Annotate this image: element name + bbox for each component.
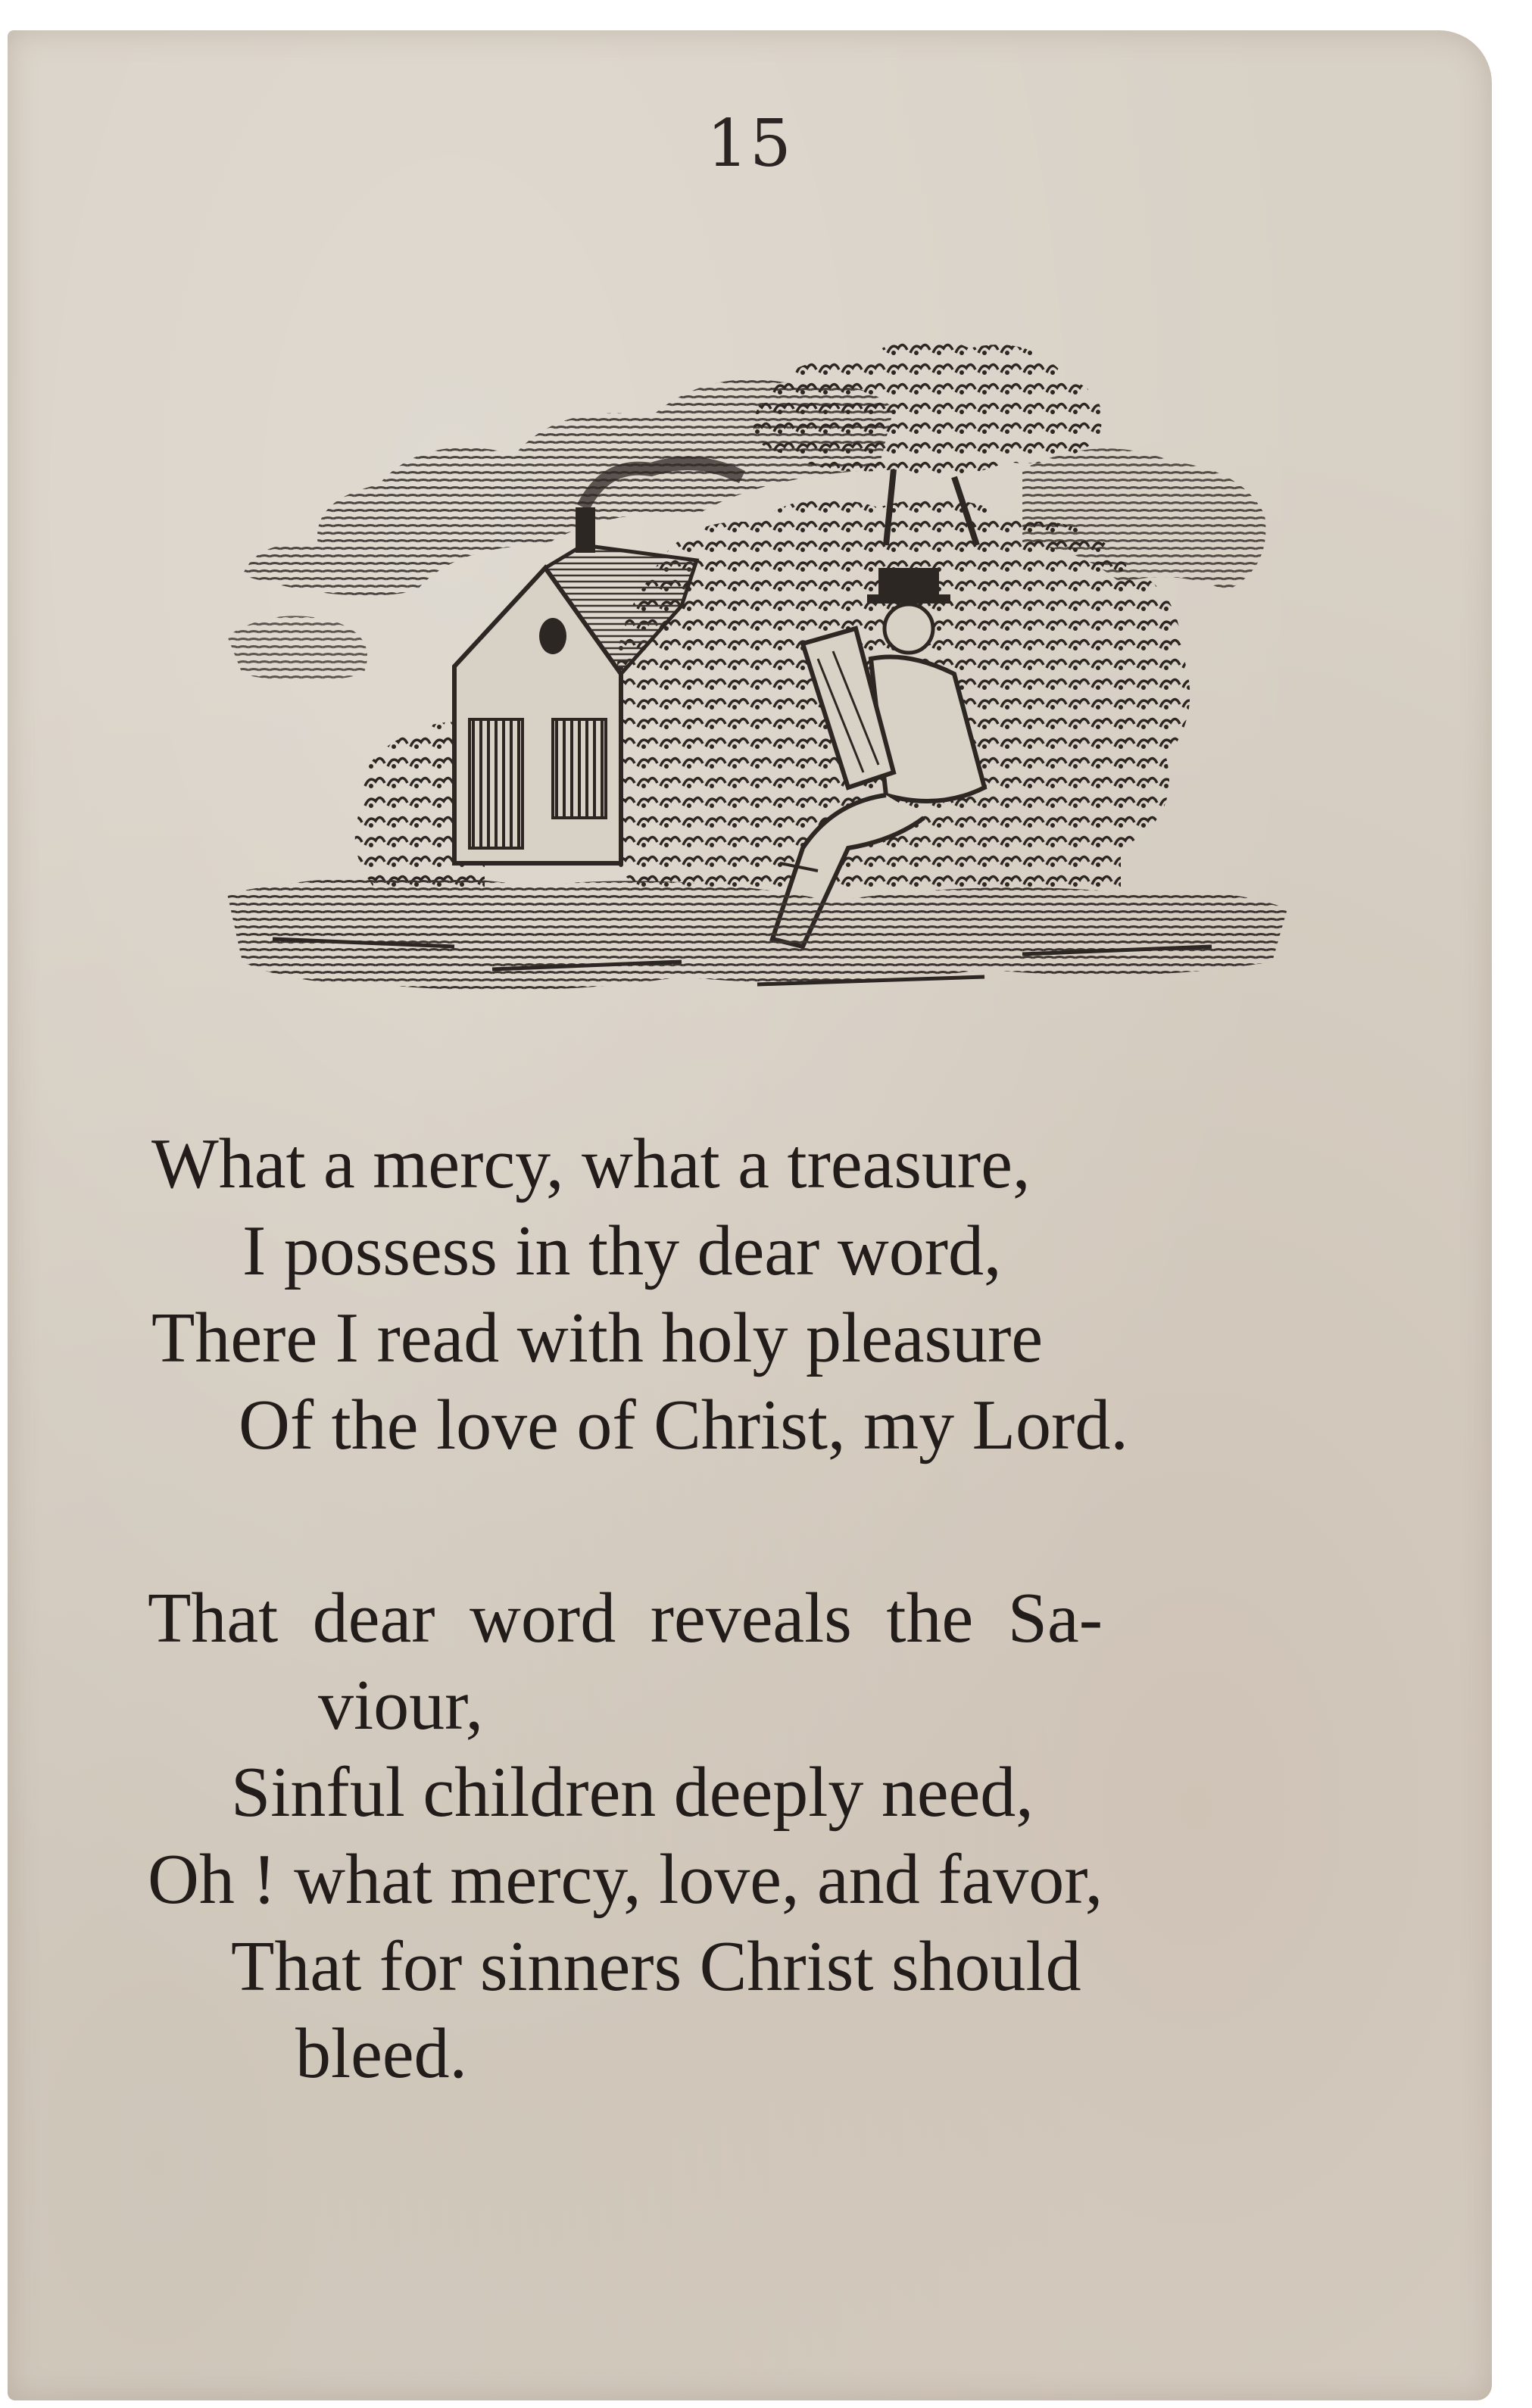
page-number: 15 (707, 106, 793, 182)
poem-line: Of the love of Christ, my Lord. (239, 1386, 1128, 1464)
poem-line: I possess in thy dear word, (242, 1212, 1002, 1290)
woodcut-engraving-icon (227, 318, 1287, 1030)
poem-line: Oh ! what mercy, love, and favor, (148, 1840, 1103, 1919)
poem-line: bleed. (295, 2014, 468, 2093)
poem-line: Sinful children deeply need, (231, 1753, 1034, 1832)
poem-line: That dear word reveals the Sa- (148, 1579, 1103, 1658)
poem-line: What a mercy, what a treasure, (151, 1124, 1031, 1203)
poem-line: There I read with holy pleasure (151, 1299, 1044, 1377)
book-page (8, 30, 1492, 2400)
poem-line: viour, (318, 1666, 484, 1745)
poem-line: That for sinners Christ should (231, 1927, 1081, 2006)
